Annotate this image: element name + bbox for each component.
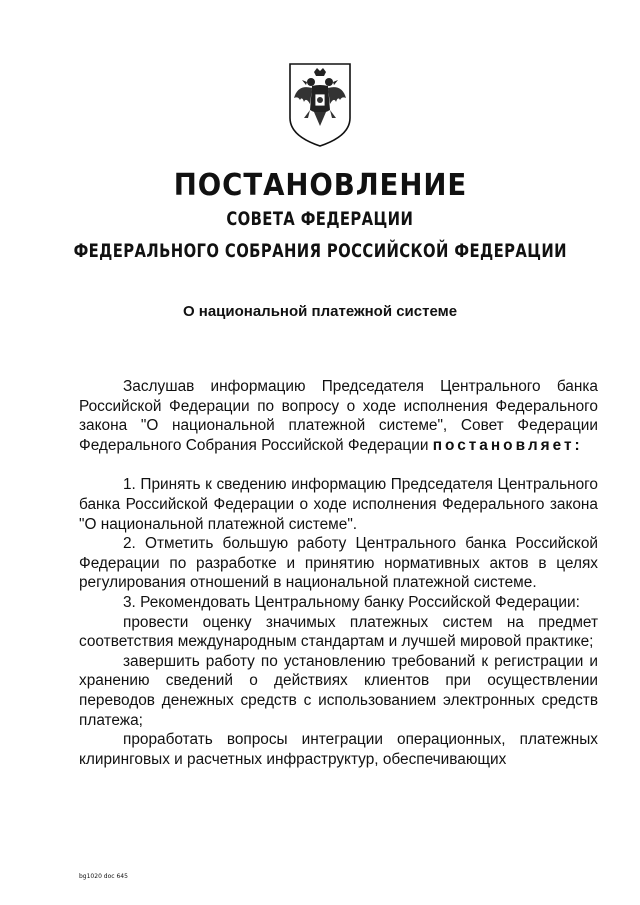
russian-coat-of-arms-icon [284,60,356,150]
item-2: 2. Отметить большую работу Центрального банка Российской Федерации по разработке и принятию нормативных актов в целях регулирования отношений в национальной платежной системе. [79,535,598,592]
subitem-3: проработать вопросы интеграции операционных, платежных клиринговых и расчетных инфраструктур, обеспечивающих [79,731,598,768]
issuer-line-full: ФЕДЕРАЛЬНОГО СОБРАНИЯ РОССИЙСКОЙ ФЕДЕРАЦИИ [73,240,567,262]
footer-code: bg1020 doc 645 [79,873,128,880]
document-body [79,377,598,769]
resolves-word: постановляет: [432,436,583,454]
item-1: 1. Принять к сведению информацию Председателя Центрального банка Российской Федерации о ходе исполнения Федерального закона "О национальной платежной системе". [79,476,598,533]
subitem-2: завершить работу по установлению требований к регистрации и хранению сведений о действиях клиентов при осуществлении переводов денежных средств с использованием электронных средств платежа; [79,652,598,729]
item-3: 3. Рекомендовать Центральному банку Российской Федерации: [123,593,580,611]
document-subject: О национальной платежной системе [182,303,458,320]
document-title: ПОСТАНОВЛЕНИЕ [173,168,467,203]
document-header [0,168,640,264]
subitem-1: провести оценку значимых платежных систем на предмет соответствия международным стандартам и лучшей мировой практике; [79,613,598,651]
intro-text: Заслушав информацию Председателя Центрального банка Российской Федерации по вопросу о ходе исполнения Федерального закона "О национальной платежной системе", Совет Федерации Федерального Собрания Российской Федерации [79,378,598,454]
issuer-line: СОВЕТА ФЕДЕРАЦИИ [226,208,414,230]
intro-paragraph [79,377,598,455]
